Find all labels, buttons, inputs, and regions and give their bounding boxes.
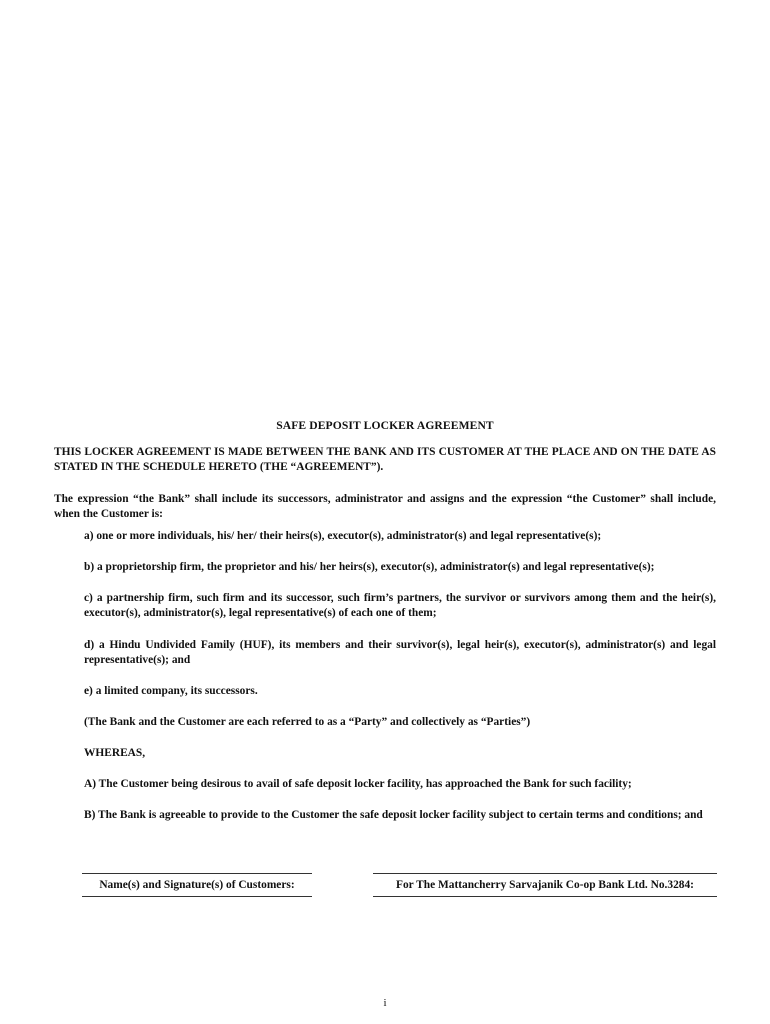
customer-signature-label: Name(s) and Signature(s) of Customers: xyxy=(99,878,295,891)
page-number: i xyxy=(383,997,387,1009)
recital-b: B) The Bank is agreeable to provide to the Customer the safe deposit locker facility subject to certain terms and conditions; and xyxy=(84,809,703,821)
clause-c: c) a partnership firm, such firm and its successor, such firm’s partners, the survivor or survivors among them and the heir(s), executor(s), administrator(s), legal representative(s) of each one of them; xyxy=(84,592,716,619)
clause-b: b) a proprietorship firm, the proprietor and his/ her heirs(s), executor(s), administrator(s) and legal representative(s); xyxy=(84,561,655,573)
bank-signature-block xyxy=(373,873,717,897)
expression-paragraph: The expression “the Bank” shall include its successors, administrator and assigns and the expression “the Customer” shall include, when the Customer is: xyxy=(54,493,716,520)
clause-d: d) a Hindu Undivided Family (HUF), its members and their survivor(s), legal heir(s), executor(s), administrator(s) and legal representative(s); and xyxy=(84,639,716,666)
intro-paragraph: THIS LOCKER AGREEMENT IS MADE BETWEEN THE BANK AND ITS CUSTOMER AT THE PLACE AND ON THE DATE AS STATED IN THE SCHEDULE HERETO (THE “AGREEMENT”). xyxy=(54,446,716,473)
bank-signature-label: For The Mattancherry Sarvajanik Co-op Bank Ltd. No.3284: xyxy=(396,878,694,891)
parties-note: (The Bank and the Customer are each referred to as a “Party” and collectively as “Parties”) xyxy=(84,716,531,728)
agreement-title: SAFE DEPOSIT LOCKER AGREEMENT xyxy=(276,419,494,432)
customer-signature-block xyxy=(82,873,312,897)
clause-a: a) one or more individuals, his/ her/ their heirs(s), executor(s), administrator(s) and legal representative(s); xyxy=(84,530,602,542)
clause-e: e) a limited company, its successors. xyxy=(84,685,258,697)
recital-a: A) The Customer being desirous to avail of safe deposit locker facility, has approached the Bank for such facility; xyxy=(84,778,632,790)
whereas-heading: WHEREAS, xyxy=(84,747,146,759)
